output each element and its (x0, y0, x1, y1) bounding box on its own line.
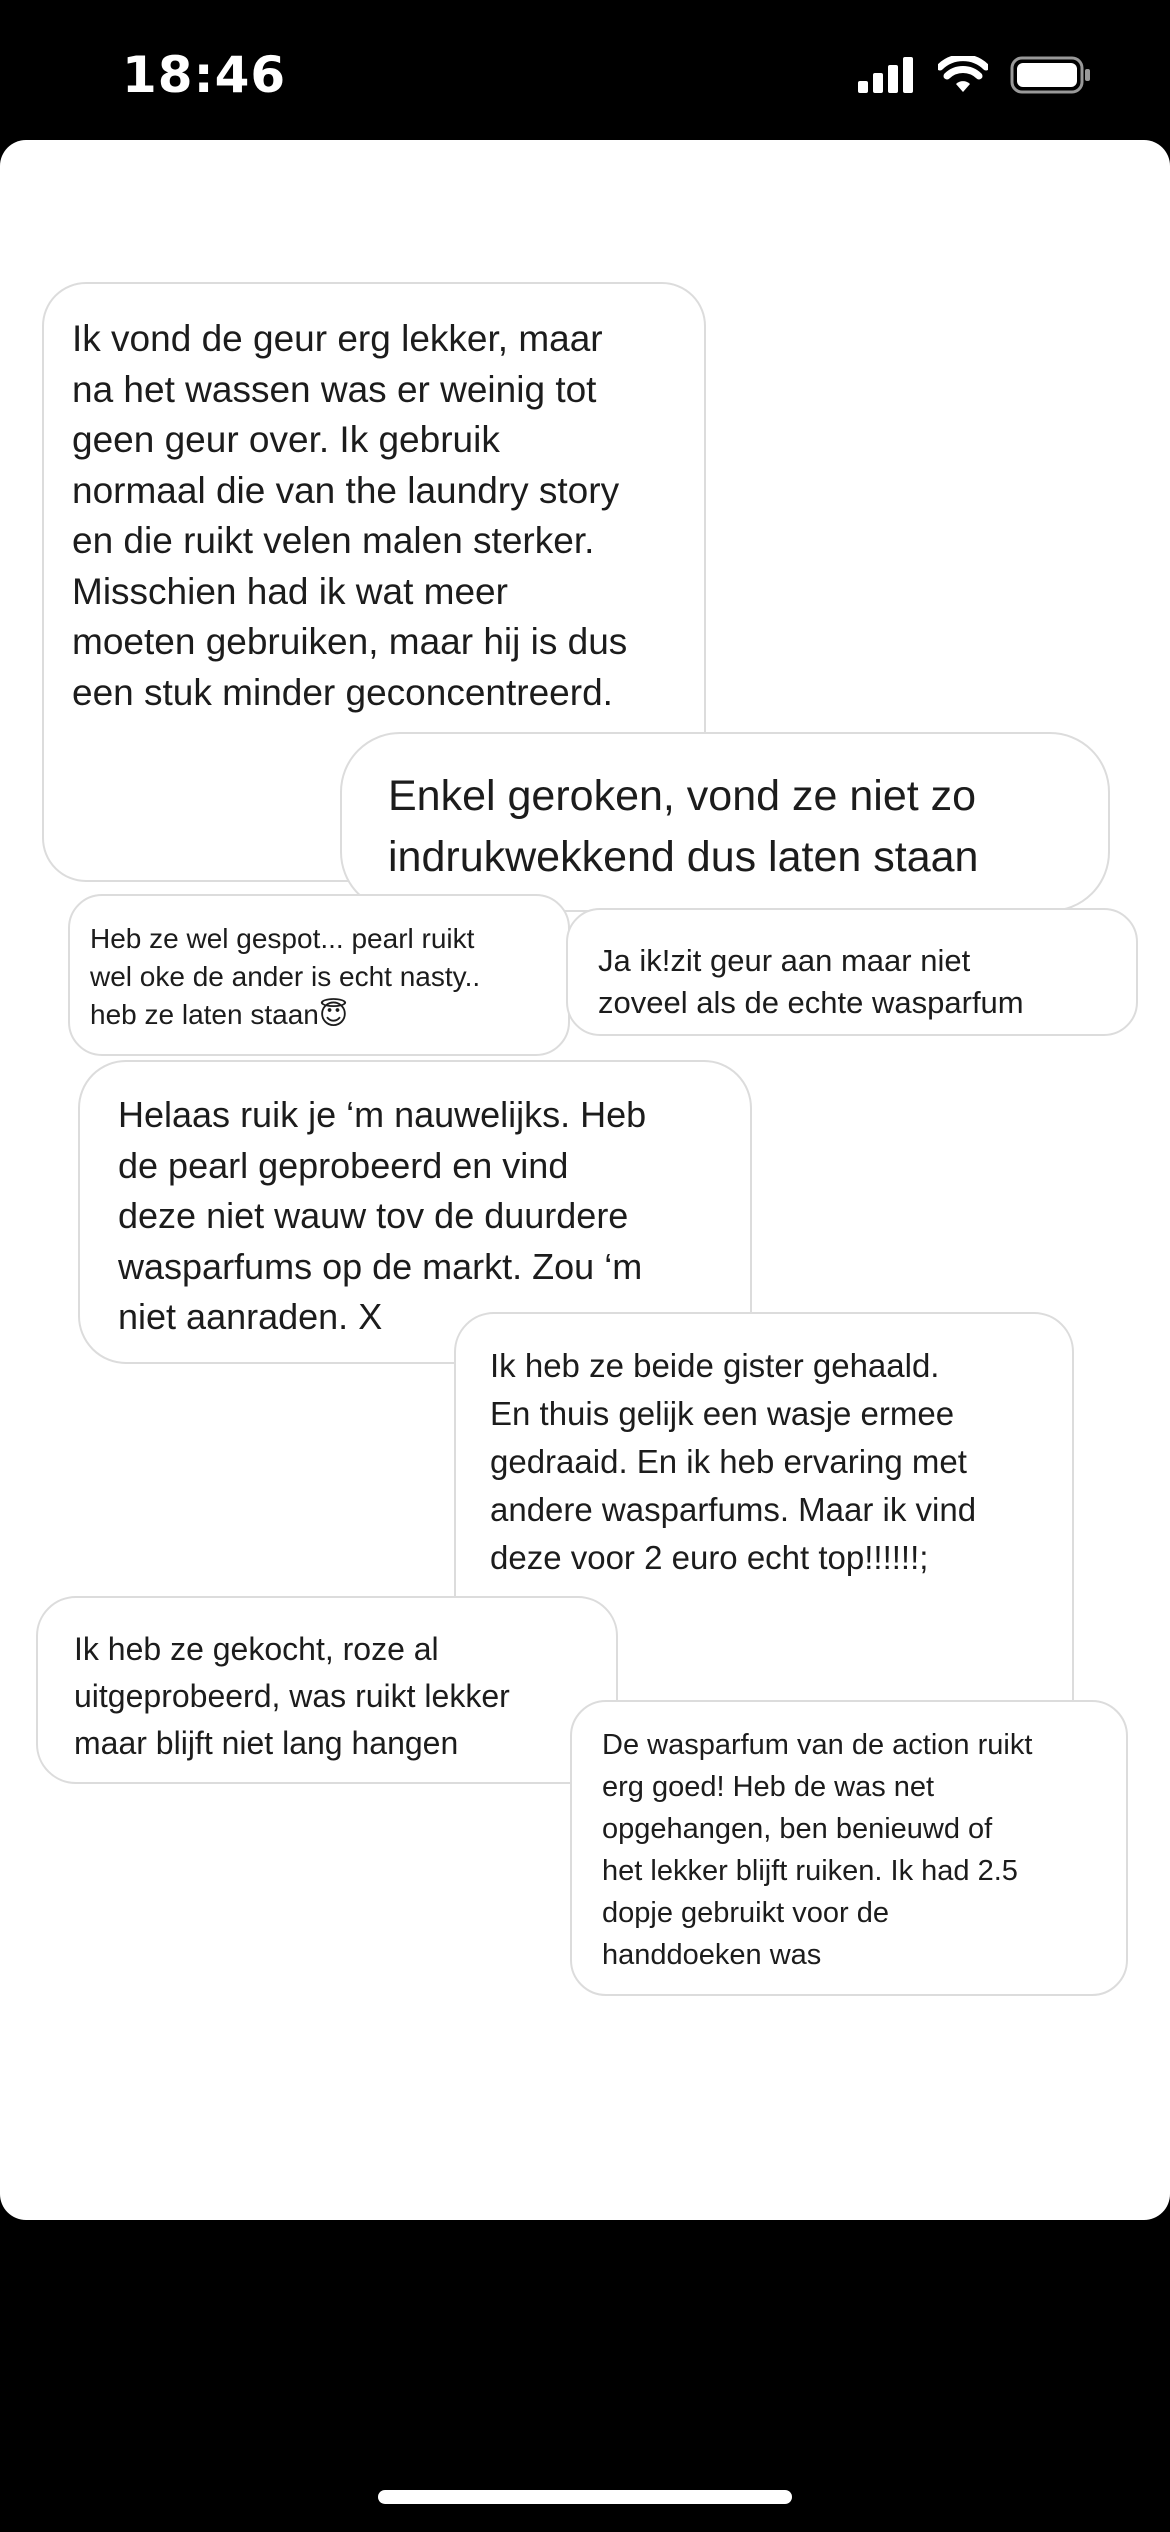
story-card (0, 140, 1170, 2220)
message-text: Enkel geroken, vond ze niet zo indrukwekkend dus laten staan (388, 772, 979, 881)
message-text: Ja ik!zit geur aan maar niet zoveel als de echte wasparfum (598, 943, 1024, 1020)
message-bubble (566, 908, 1138, 1036)
message-text: De wasparfum van de action ruikt erg goed! Heb de was net opgehangen, ben benieuwd of het lekker blijft ruiken. Ik had 2.5 dopje gebruikt voor de handdoeken was (602, 1729, 1033, 1971)
message-bubble (570, 1700, 1128, 1996)
wifi-icon (938, 56, 988, 99)
message-text: Helaas ruik je ‘m nauwelijks. Heb de pearl geprobeerd en vind deze niet wauw tov de duurdere wasparfums op de markt. Zou ‘m niet aanraden. X (118, 1094, 647, 1337)
status-time: 18:46 (122, 46, 287, 104)
message-text: Ik heb ze gekocht, roze al uitgeprobeerd, was ruikt lekker maar blijft niet lang hangen (74, 1631, 510, 1761)
message-bubble (68, 894, 570, 1056)
message-text: Ik heb ze beide gister gehaald. En thuis gelijk een wasje ermee gedraaid. En ik heb ervaring met andere wasparfums. Maar ik vind deze voor 2 euro echt top!!!!!!; (490, 1347, 977, 1576)
cellular-signal-icon (858, 57, 916, 98)
status-icons (858, 56, 1092, 99)
message-text: Heb ze wel gespot... pearl ruikt wel oke de ander is echt nasty.. heb ze laten staan😇 (90, 923, 481, 1030)
message-bubble (36, 1596, 618, 1784)
message-text: Ik vond de geur erg lekker, maar na het wassen was er weinig tot geen geur over. Ik gebruik normaal die van the laundry story en die ruikt velen malen sterker. Misschien had ik wat meer moeten gebruiken, maar hij is dus een stuk minder geconcentreerd. (72, 318, 628, 713)
status-bar (0, 0, 1170, 140)
message-bubble (340, 732, 1110, 912)
home-indicator[interactable] (378, 2490, 792, 2504)
battery-icon (1010, 56, 1092, 99)
